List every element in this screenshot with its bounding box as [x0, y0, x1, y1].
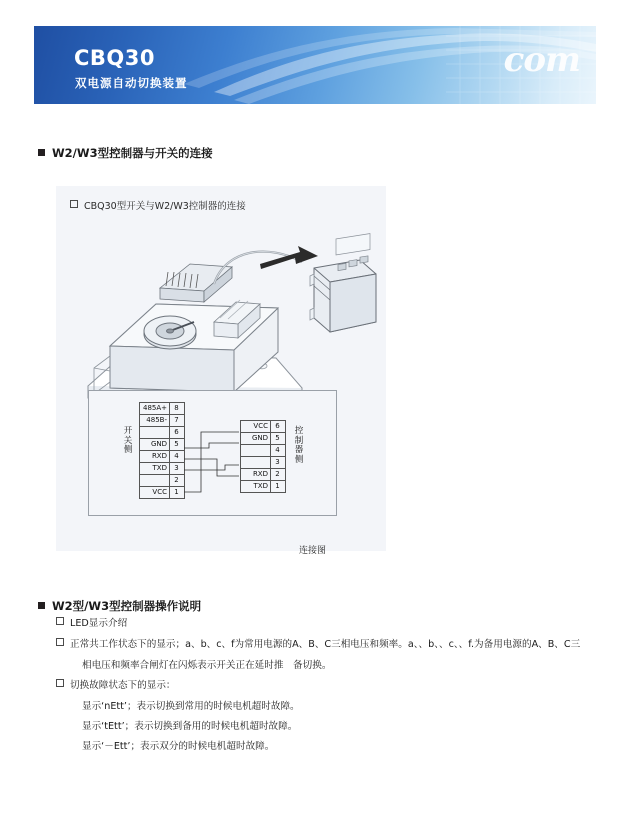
section-heading-operation-label: W2型/W3型控制器操作说明: [52, 599, 202, 613]
figure-caption-label: CBQ30型开关与W2/W3控制器的连接: [84, 201, 246, 212]
instruction-item-1-text: LED显示介绍: [70, 618, 128, 629]
brand-logo: com: [503, 40, 580, 80]
pin-number: 2: [275, 470, 280, 478]
pin-number: 6: [275, 422, 280, 430]
pin-number: 5: [275, 434, 280, 442]
pin-name: GND: [140, 439, 170, 450]
pin-name: RXD: [241, 469, 271, 480]
instruction-item-2-cont: 相电压和频率合闸灯在闪烁表示开关正在延时推 备切换。: [82, 660, 332, 671]
instruction-item-1: [56, 614, 586, 634]
instruction-item-3-text: 切换故障状态下的显示：: [70, 680, 176, 691]
pin-number: 7: [174, 416, 179, 424]
pin-number: 5: [174, 440, 179, 448]
instruction-item-3-sub1: 显示‘nEtt’；表示切换到常用的时候电机超时故障。: [82, 701, 300, 712]
pin-name: TXD: [241, 481, 271, 492]
section-heading-operation: [38, 598, 201, 614]
pin-name: RXD: [140, 451, 170, 462]
section-heading-connection: [38, 145, 213, 161]
product-subtitle: 双电源自动切换装置: [75, 76, 188, 90]
pin-name: 485B-: [140, 415, 170, 426]
pin-name: VCC: [241, 421, 271, 432]
pin-name: GND: [241, 433, 271, 444]
bullet-square-icon: [38, 149, 45, 156]
list-square-icon-1: [56, 617, 64, 625]
pin-number: 2: [174, 476, 179, 484]
pin-number: 1: [275, 482, 280, 490]
pin-number: 3: [275, 458, 280, 466]
controller-side-label: 控 制 器 侧: [294, 426, 304, 465]
list-square-icon-2: [56, 638, 64, 646]
pin-number: 1: [174, 488, 179, 496]
pin-number: 8: [174, 404, 179, 412]
switch-side-label: 开 关 侧: [123, 426, 133, 455]
instruction-item-3: [56, 676, 586, 696]
pin-number: 4: [275, 446, 280, 454]
figure-caption: [70, 198, 246, 212]
product-title: CBQ30: [74, 46, 155, 70]
section-heading-connection-label: W2/W3型控制器与开关的连接: [52, 146, 213, 160]
bullet-square-icon-2: [38, 602, 45, 609]
pin-number: 4: [174, 452, 179, 460]
pin-name: VCC: [140, 487, 170, 498]
caption-square-icon: [70, 200, 78, 208]
figure-connection-label: 连接图: [299, 546, 327, 556]
direction-arrow-icon: [260, 246, 318, 269]
pin-name: TXD: [140, 463, 170, 474]
instruction-item-3-sub3: 显示‘－Ett’；表示双分的时候电机超时故障。: [82, 741, 275, 752]
pin-number: 6: [174, 428, 179, 436]
instruction-item-3-sub2: 显示‘tEtt’；表示切换到备用的时候电机超时故障。: [82, 721, 298, 732]
pin-wiring-lines: [89, 391, 334, 513]
page-header-banner: [34, 26, 596, 104]
pin-name: 485A+: [140, 403, 170, 414]
instruction-item-2-line1: 正常共工作状态下的显示；a、b、c、f为常用电源的A、B、C三相电压和频率。a、、b、、c、、f.为备用电源的A、B、C三: [70, 639, 581, 650]
instruction-item-2: [56, 635, 586, 655]
pin-number: 3: [174, 464, 179, 472]
pin-connection-diagram: [88, 390, 337, 516]
list-square-icon-3: [56, 679, 64, 687]
operation-instructions: [56, 614, 586, 757]
